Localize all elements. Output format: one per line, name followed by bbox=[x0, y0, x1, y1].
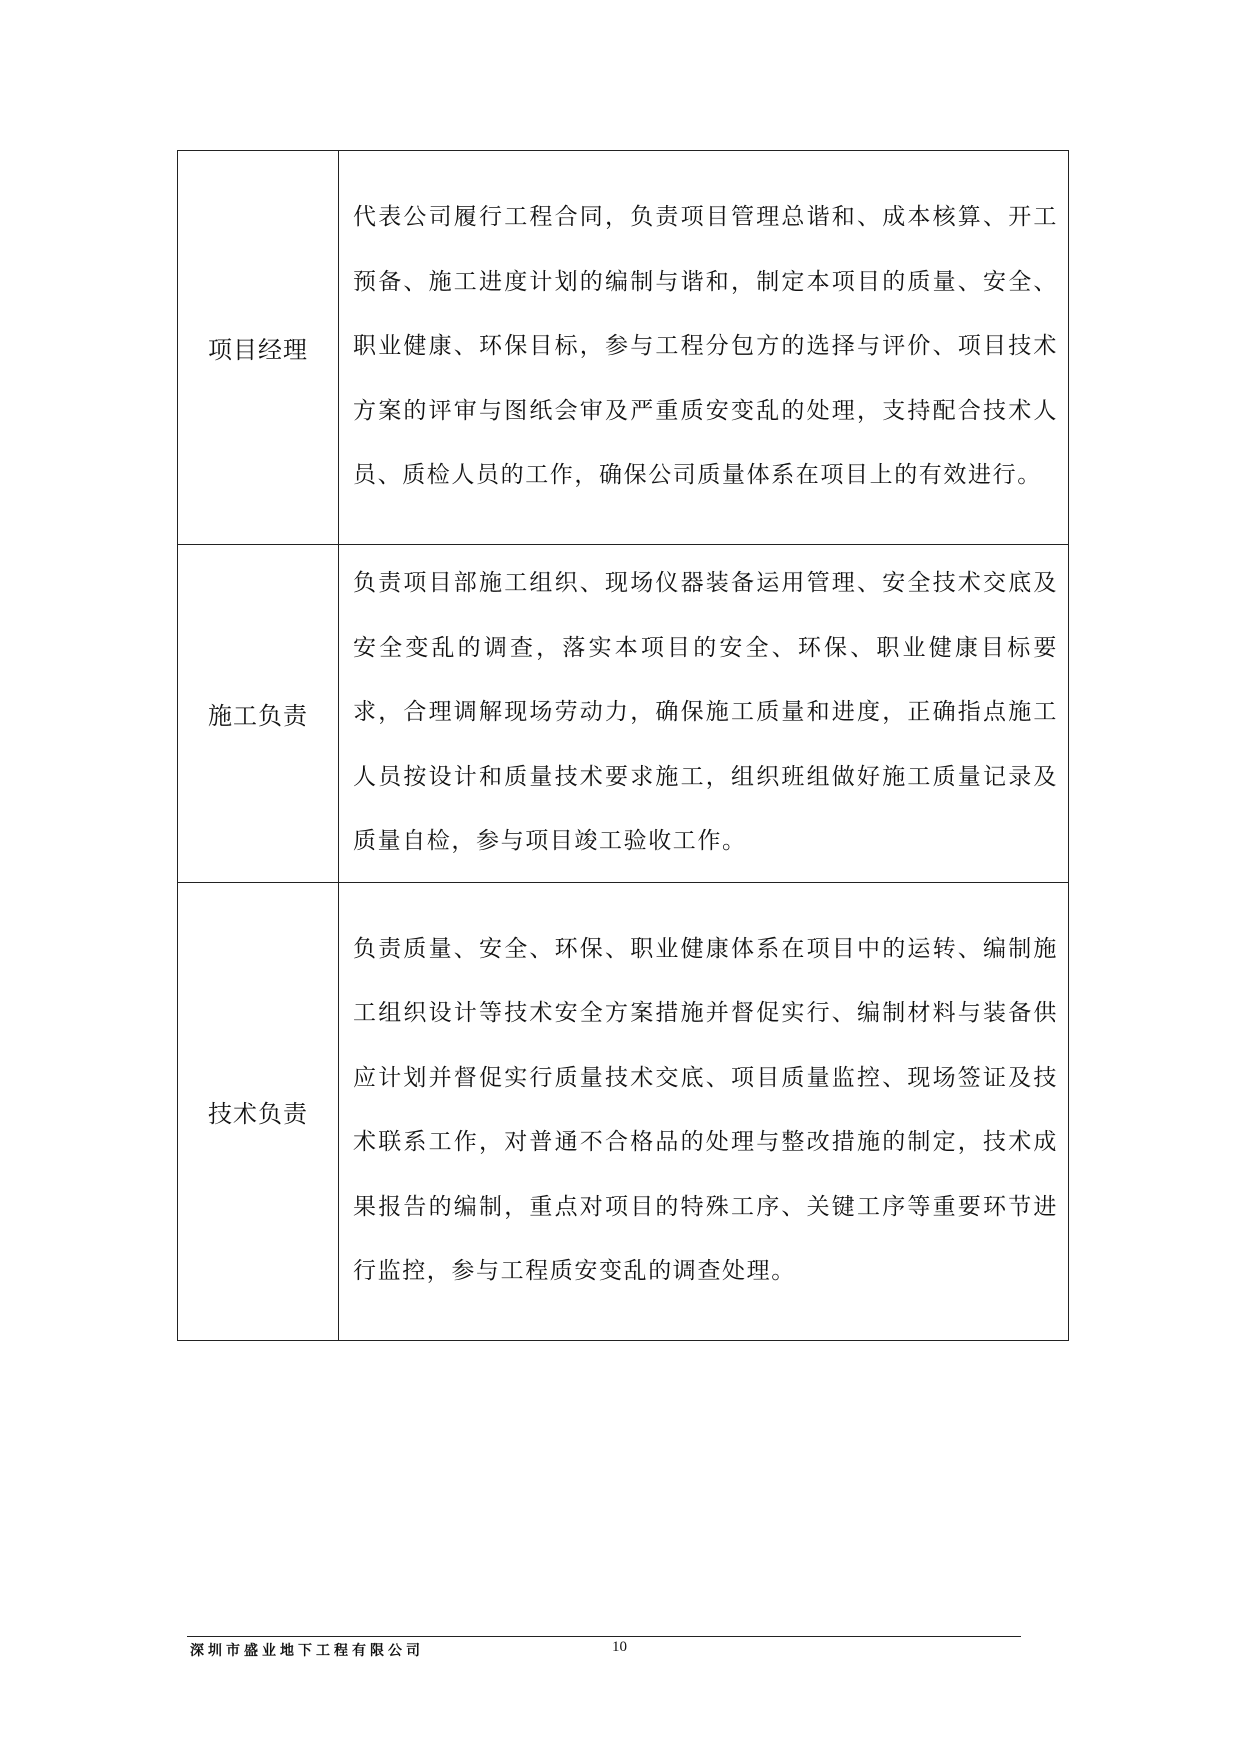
description-cell bbox=[339, 151, 1069, 545]
footer-company-name: 深圳市盛业地下工程有限公司 bbox=[190, 1643, 424, 1659]
table-row bbox=[178, 151, 1069, 545]
responsibility-table bbox=[177, 150, 1069, 1341]
table-row bbox=[178, 882, 1069, 1340]
table-row bbox=[178, 545, 1069, 883]
role-cell: 技术负责 bbox=[178, 882, 339, 1340]
role-description: 负责项目部施工组织、现场仪器装备运用管理、安全技术交底及安全变乱的调查，落实本项目的安全、环保、职业健康目标要求，合理调解现场劳动力，确保施工质量和进度，正确指点施工人员按设计和质量技术要求施工，组织班组做好施工质量记录及质量自检，参与项目竣工验收工作。 bbox=[353, 570, 1058, 854]
page-number: 10 bbox=[612, 1639, 627, 1655]
role-cell: 施工负责 bbox=[178, 545, 339, 883]
description-cell bbox=[339, 545, 1069, 883]
role-cell: 项目经理 bbox=[178, 151, 339, 545]
description-cell bbox=[339, 882, 1069, 1340]
role-description: 代表公司履行工程合同，负责项目管理总谐和、成本核算、开工预备、施工进度计划的编制与谐和，制定本项目的质量、安全、职业健康、环保目标，参与工程分包方的选择与评价、项目技术方案的评审与图纸会审及严重质安变乱的处理，支持配合技术人员、质检人员的工作，确保公司质量体系在项目上的有效进行。 bbox=[353, 204, 1058, 489]
footer-divider bbox=[187, 1636, 1021, 1637]
role-description: 负责质量、安全、环保、职业健康体系在项目中的运转、编制施工组织设计等技术安全方案措施并督促实行、编制材料与装备供应计划并督促实行质量技术交底、项目质量监控、现场签证及技术联系工作，对普通不合格品的处理与整改措施的制定，技术成果报告的编制，重点对项目的特殊工序、关键工序等重要环节进行监控，参与工程质安变乱的调查处理。 bbox=[353, 935, 1058, 1284]
